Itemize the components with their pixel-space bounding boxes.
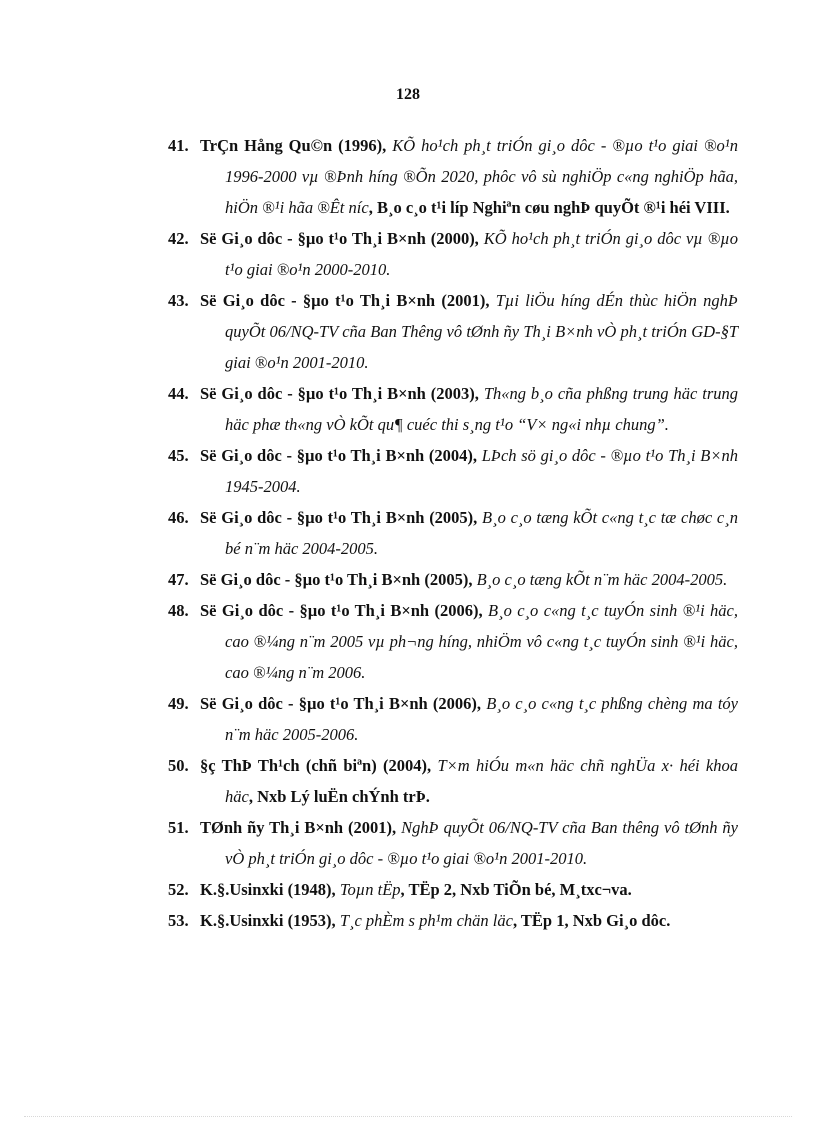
reference-title: LÞch sö gi¸o dôc - ®µo t¹o Th¸i B×nh 1945-2004.: [225, 446, 738, 496]
reference-tail: , B¸o c¸o t¹i líp Nghiªn cøu nghÞ quyÕt ®¹i héi VIII.: [368, 198, 730, 217]
reference-author: Së Gi¸o dôc - §µo t¹o Th¸i B×nh (2004),: [200, 446, 482, 465]
reference-item: [136, 440, 738, 502]
reference-title: B¸o c¸o tæng kÕt n¨m häc 2004-2005.: [476, 570, 728, 589]
reference-author: Së Gi¸o dôc - §µo t¹o Th¸i B×nh (2001),: [200, 291, 496, 310]
reference-title: B¸o c¸o c«ng t¸c tuyÓn sinh ®¹i häc, cao ®¼ng n¨m 2005 vµ ph¬ng híng, nhiÖm vô c«ng t¸c tuyÓn sinh ®¹i häc, cao ®¼ng n¨m 2006.: [225, 601, 738, 682]
page-number: 128: [396, 86, 420, 103]
reference-list: [136, 130, 738, 936]
reference-item: [136, 130, 738, 223]
reference-item: [136, 285, 738, 378]
reference-author: §ç ThÞ Th¹ch (chñ biªn) (2004),: [200, 756, 438, 775]
reference-author: Së Gi¸o dôc - §µo t¹o Th¸i B×nh (2000),: [200, 229, 484, 248]
reference-title: KÕ ho¹ch ph¸t triÓn gi¸o dôc - ®µo t¹o giai ®o¹n 1996-2000 vµ ®Þnh híng ®Õn 2020, phôc vô sù nghiÖp c«ng nghiÖp hãa, hiÖn ®¹i hãa ®Êt níc: [225, 136, 738, 217]
reference-author: Së Gi¸o dôc - §µo t¹o Th¸i B×nh (2005),: [200, 570, 477, 589]
reference-tail: , TËp 1, Nxb Gi¸o dôc.: [512, 911, 671, 930]
reference-title: T¸c phÈm s ph¹m chän läc: [339, 911, 513, 930]
reference-number: 50.: [168, 756, 189, 775]
reference-title: NghÞ quyÕt 06/NQ-TV cña Ban thêng vô tØnh ñy vÒ ph¸t triÓn gi¸o dôc - ®µo t¹o giai ®o¹n 2001-2010.: [225, 818, 738, 868]
reference-number: 52.: [168, 880, 189, 899]
reference-number: 48.: [168, 601, 189, 620]
reference-number: 49.: [168, 694, 189, 713]
reference-number: 43.: [168, 291, 189, 310]
reference-title: KÕ ho¹ch ph¸t triÓn gi¸o dôc vµ ®µo t¹o giai ®o¹n 2000-2010.: [225, 229, 738, 279]
reference-title: Tµi liÖu híng dÉn thùc hiÖn nghÞ quyÕt 06/NQ-TV cña Ban Thêng vô tØnh ñy Th¸i B×nh vÒ ph¸t triÓn GD-§T giai ®o¹n 2001-2010.: [225, 291, 738, 372]
reference-title: B¸o c¸o c«ng t¸c phßng chèng ma tóy n¨m häc 2005-2006.: [225, 694, 738, 744]
reference-item: [136, 688, 738, 750]
reference-number: 44.: [168, 384, 189, 403]
reference-item: [136, 378, 738, 440]
reference-number: 51.: [168, 818, 189, 837]
reference-item: [136, 502, 738, 564]
reference-item: [136, 750, 738, 812]
reference-item: [136, 223, 738, 285]
reference-item: [136, 812, 738, 874]
reference-title: T×m hiÓu m«n häc chñ nghÜa x· héi khoa häc: [225, 756, 739, 806]
reference-item: [136, 874, 738, 905]
reference-number: 45.: [168, 446, 189, 465]
reference-tail: , TËp 2, Nxb TiÕn bé, M¸txc¬va.: [400, 880, 632, 899]
reference-author: K.§.Usinxki (1948),: [200, 880, 340, 899]
bottom-divider: [24, 1116, 792, 1117]
reference-author: K.§.Usinxki (1953),: [200, 911, 340, 930]
reference-title: B¸o c¸o tæng kÕt c«ng t¸c tæ chøc c¸n bé n¨m häc 2004-2005.: [225, 508, 738, 558]
reference-author: Së Gi¸o dôc - §µo t¹o Th¸i B×nh (2003),: [200, 384, 484, 403]
reference-author: Së Gi¸o dôc - §µo t¹o Th¸i B×nh (2006),: [200, 601, 489, 620]
reference-author: Së Gi¸o dôc - §µo t¹o Th¸i B×nh (2006),: [200, 694, 487, 713]
reference-number: 47.: [168, 570, 189, 589]
reference-item: [136, 595, 738, 688]
reference-title: Toµn tËp: [339, 880, 401, 899]
reference-item: [136, 905, 738, 936]
reference-number: 42.: [168, 229, 189, 248]
reference-author: TØnh ñy Th¸i B×nh (2001),: [200, 818, 402, 837]
reference-number: 46.: [168, 508, 189, 527]
reference-author: Së Gi¸o dôc - §µo t¹o Th¸i B×nh (2005),: [200, 508, 483, 527]
reference-tail: , Nxb Lý luËn chÝnh trÞ.: [248, 787, 430, 806]
reference-title: Th«ng b¸o cña phßng trung häc trung häc phæ th«ng vÒ kÕt qu¶ cuéc thi s¸ng t¹o “V× ng«i nhµ chung”.: [225, 384, 738, 434]
reference-number: 41.: [168, 136, 189, 155]
reference-number: 53.: [168, 911, 189, 930]
reference-item: [136, 564, 738, 595]
reference-author: TrÇn Hång Qu©n (1996),: [200, 136, 393, 155]
